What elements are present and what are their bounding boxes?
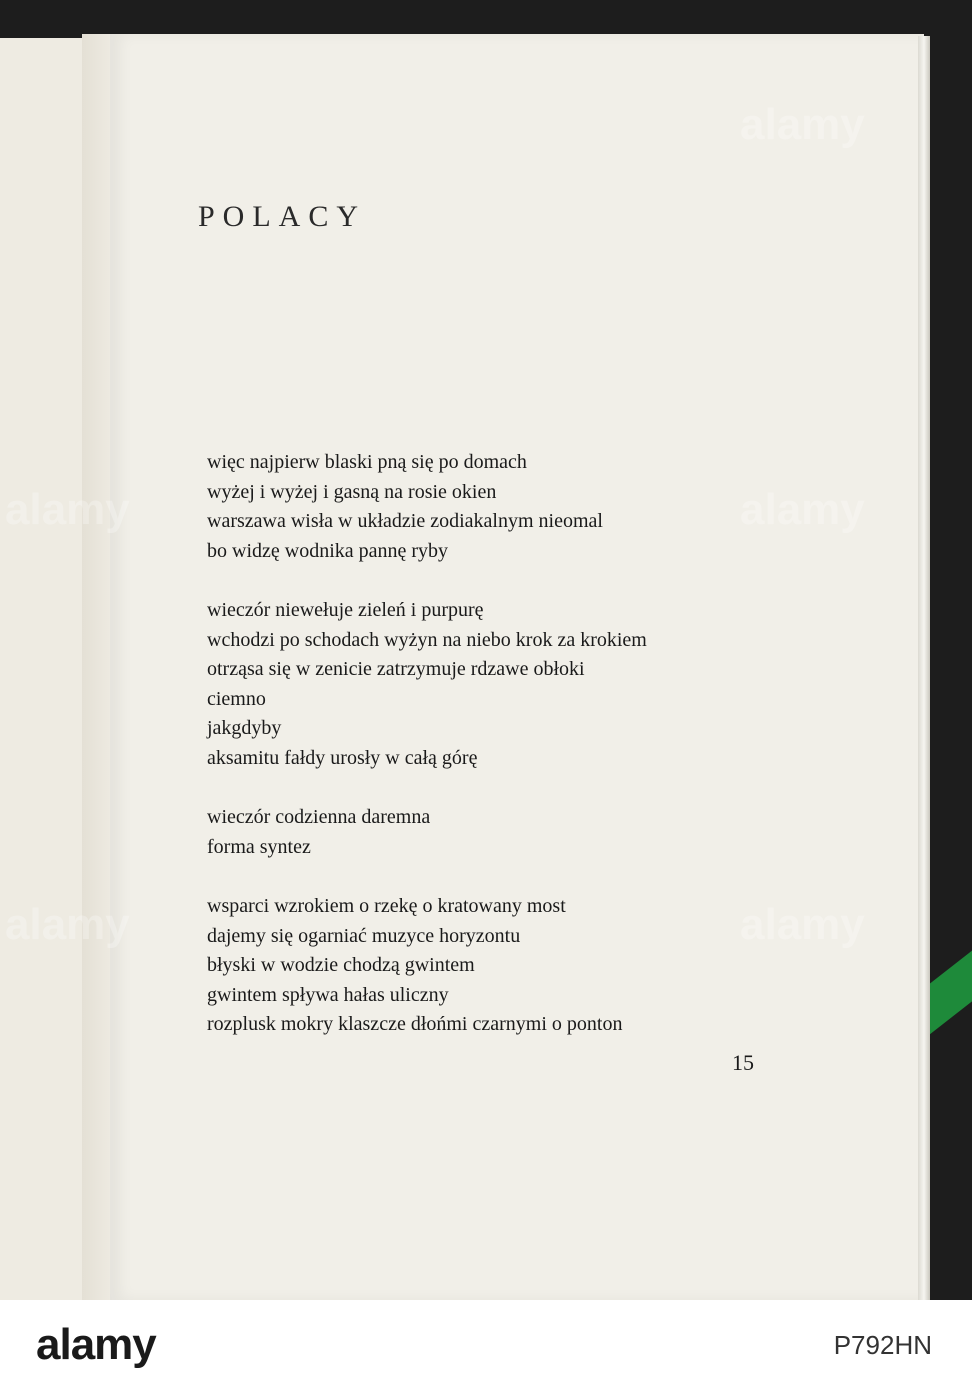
poem-title: POLACY [198,200,367,233]
poem-line: błyski w wodzie chodzą gwintem [207,954,475,976]
poem-line: aksamitu fałdy urosły w całą górę [207,746,478,769]
watermark: alamy [740,100,865,149]
poem-line: wchodzi po schodach wyżyn na niebo krok za krokiem [207,628,647,651]
alamy-logo: alamy [36,1320,156,1369]
stanza [207,596,807,773]
poem-line: rozplusk mokry klaszcze dłońmi czarnymi o ponton [207,1013,623,1035]
poem-line: wieczór codzienna daremna [207,806,431,828]
poem-line: forma syntez [207,835,311,858]
watermark: alamy [5,900,130,949]
poem-line: wsparci wzrokiem o rzekę o kratowany most [207,895,566,917]
poem-line: bo widzę wodnika pannę ryby [207,539,449,562]
stanza [207,448,807,566]
page-edge [918,36,930,1300]
poem-line: ciemno [207,687,266,710]
poem-line: więc najpierw blaski pną się po domach [207,451,527,473]
watermark: alamy [5,485,130,534]
watermark: alamy [740,485,865,534]
stanza [207,803,807,862]
poem-line: dajemy się ogarniać muzyce horyzontu [207,924,521,947]
left-page [0,38,92,1300]
poem-line: jakgdyby [207,717,282,739]
poem-line: warszawa wisła w układzie zodiakalnym nieomal [207,510,603,532]
poem-line: gwintem spływa hałas uliczny [207,983,449,1006]
poem-line: otrząsa się w zenicie zatrzymuje rdzawe obłoki [207,658,585,680]
page-number: 15 [732,1050,754,1075]
poem-line: wieczór niewełuje zieleń i purpurę [207,599,484,621]
poem-line: wyżej i wyżej i gasną na rosie okien [207,480,497,503]
stanza [207,892,807,1040]
image-id: P792HN [833,1330,932,1360]
watermark: alamy [740,900,865,949]
poem-body [207,448,807,1070]
footer-bar [0,1300,972,1390]
